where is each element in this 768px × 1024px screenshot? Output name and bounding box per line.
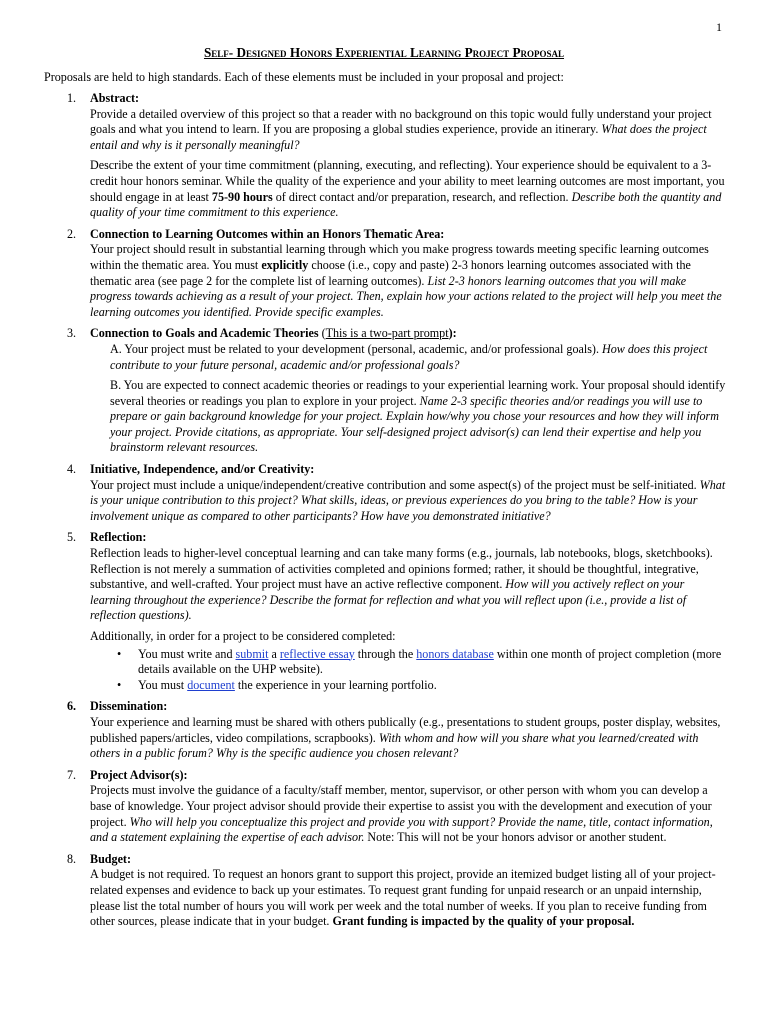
section-paragraph: Your experience and learning must be shared with others publically (e.g., presentations to student groups, poster display, websites, published papers/articles, video compilations, scrapbooks). With whom and how will you share what you learned/created with others in a public forum? Why is the specific audience you chosen relevant? bbox=[90, 714, 721, 761]
section-paragraph: Your project must include a unique/independent/creative contribution and some aspect(s) of the project must be self-initiated. What is your unique contribution to this project? What skills, ideas, or previous experiences do you bring to the table? How is your involvement unique as compared to other participants? How have you demonstrated initiative? bbox=[90, 477, 726, 523]
document-link[interactable]: document bbox=[187, 677, 235, 692]
requirements-bullet-list bbox=[90, 647, 728, 694]
section-heading: Connection to Goals and Academic Theories (This is a two-part prompt): bbox=[90, 326, 457, 341]
section-number: 1. bbox=[67, 91, 77, 105]
bullet-icon: • bbox=[117, 646, 122, 661]
honors-database-link[interactable]: honors database bbox=[416, 646, 494, 661]
section-paragraph: Additionally, in order for a project to be considered completed: bbox=[90, 629, 396, 643]
section-number: 5. bbox=[67, 530, 77, 545]
section-number: 8. bbox=[67, 851, 77, 866]
section-subparagraph-a: A. Your project must be related to your development (personal, academic, and/or professional goals). How does this project contribute to your future personal, academic and/or professional goals? bbox=[110, 341, 708, 372]
section-heading: Reflection: bbox=[90, 530, 147, 545]
section-initiative bbox=[0, 462, 768, 524]
section-number: 2. bbox=[67, 226, 77, 241]
section-dissemination bbox=[0, 699, 768, 761]
section-paragraph: Reflection leads to higher-level conceptual learning and can take many forms (e.g., journals, lab notebooks, blogs, sketchbooks). Reflection is not merely a summation of activities completed and opinions formed; rather, it should be thoughtful, integrative, substantive, and well-crafted. Your project must have an active reflective component. How will you actively reflect on your learning throughout the experience? Describe the format for reflection and what you will reflect upon (i.e., provide a list of reflection questions). bbox=[90, 546, 713, 623]
section-heading: Connection to Learning Outcomes within an Honors Thematic Area: bbox=[90, 226, 445, 241]
intro-text: Proposals are held to high standards. Each of these elements must be included in your proposal and project: bbox=[44, 70, 564, 84]
submit-link[interactable]: submit bbox=[235, 646, 269, 661]
section-heading: Initiative, Independence, and/or Creativity: bbox=[90, 462, 315, 477]
list-item: • You must document the experience in your learning portfolio. bbox=[117, 677, 437, 692]
section-goals-theories bbox=[0, 326, 768, 456]
section-paragraph: Projects must involve the guidance of a faculty/staff member, mentor, supervisor, or other person with whom you can develop a base of knowledge. Your project advisor should provide their expertise to assist you with the development and execution of your project. Who will help you conceptualize this project and provide you with support? Provide the name, title, contact information, and a statement explaining the expertise of each advisor. Note: This will not be your honors advisor or another student. bbox=[90, 783, 713, 845]
page-number: 1 bbox=[716, 20, 722, 34]
section-heading: Project Advisor(s): bbox=[90, 767, 188, 782]
section-heading: Dissemination: bbox=[90, 699, 168, 714]
requirements-list bbox=[0, 91, 768, 930]
section-number: 6. bbox=[67, 699, 77, 714]
section-paragraph: Provide a detailed overview of this project so that a reader with no background on this topic would fully understand your project goals and what you intend to learn. If you are proposing a global studies experience, provide an itinerary. What does the project entail and why is it personally meaningful? bbox=[90, 106, 712, 152]
reflective-essay-link[interactable]: reflective essay bbox=[279, 646, 355, 661]
section-project-advisor bbox=[0, 768, 768, 846]
list-item: • You must write and submit a reflective essay through the honors database within one month of project completion (more details available on the UHP website). bbox=[117, 646, 722, 677]
section-budget bbox=[0, 852, 768, 930]
section-reflection bbox=[0, 530, 768, 693]
section-subparagraph-b: B. You are expected to connect academic theories or readings to your experiential learning work. Your proposal should identify several theories or readings you plan to explore in your project. Name 2-3 specific theories and/or readings you will use to prepare or gain background knowledge for your project. Explain how/why you chose your resources and how they will inform your project. Provide citations, as appropriate. Your self-designed project advisor(s) can lend their expertise and help you brainstorm relevant resources. bbox=[110, 378, 726, 455]
section-paragraph: A budget is not required. To request an honors grant to support this project, provide an itemized budget listing all of your project-related expenses and evidence to back up your estimates. To request grant funding for unpaid research or an unpaid internship, please list the total number of hours you will work per week and the total number of weeks. If you plan to receive funding from other sources, please indicate that in your budget. Grant funding is impacted by the quality of your proposal. bbox=[90, 867, 716, 929]
section-learning-outcomes bbox=[0, 227, 768, 321]
section-number: 4. bbox=[67, 462, 77, 477]
section-abstract bbox=[0, 91, 768, 221]
bullet-icon: • bbox=[117, 677, 122, 692]
document-title: Self- Designed Honors Experiential Learning Project Proposal bbox=[203, 45, 565, 60]
section-heading: Abstract: bbox=[90, 91, 140, 105]
section-number: 7. bbox=[67, 767, 77, 782]
section-number: 3. bbox=[67, 326, 77, 341]
section-paragraph: Your project should result in substantial learning through which you make progress towards meeting specific learning outcomes within the thematic area. You must explicitly choose (i.e., copy and paste) 2-3 honors learning outcomes associated with the thematic area (see page 2 for the complete list of learning outcomes). List 2-3 honors learning outcomes that you will make progress towards achieving as a result of your project. Then, explain how your actions related to the project will help you meet the learning outcomes you identified. Provide specific examples. bbox=[90, 242, 722, 319]
section-paragraph: Describe the extent of your time commitment (planning, executing, and reflecting). Your experience should be equivalent to a 3-credit hour honors seminar. While the quality of the experience and your ability to meet learning outcomes are most important, you should engage in at least 75-90 hours of direct contact and/or preparation, research, and reflection. Describe both the quantity and quality of your time commitment to this experience. bbox=[90, 158, 725, 220]
section-heading: Budget: bbox=[90, 851, 131, 866]
